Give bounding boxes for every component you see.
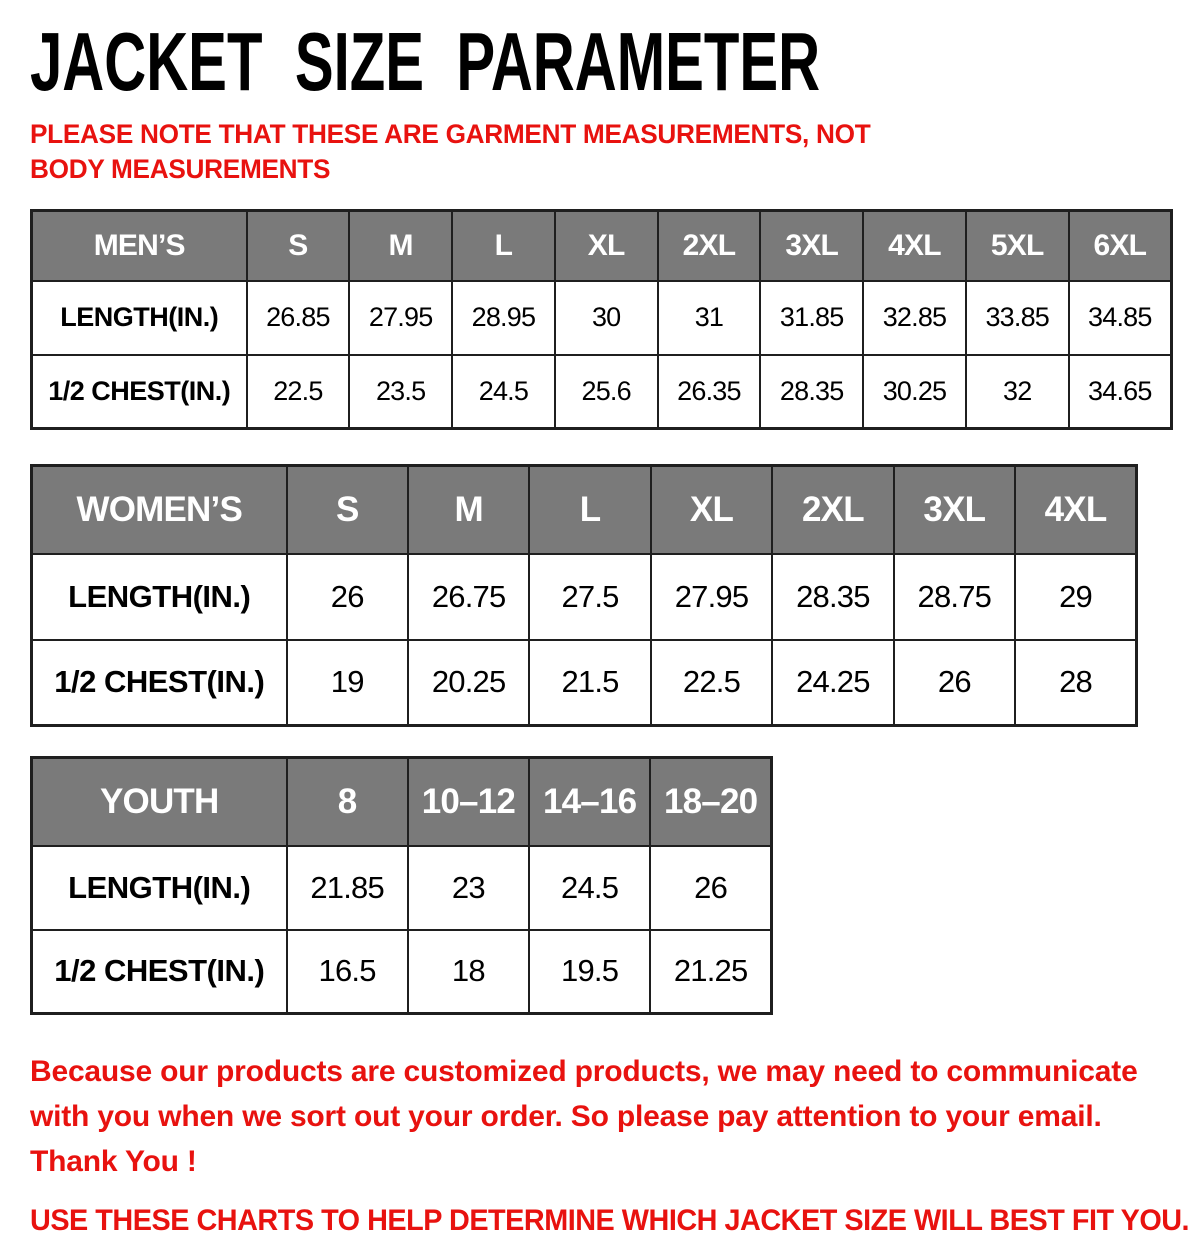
size-column-header: 10–12	[408, 758, 529, 846]
size-value-cell: 27.5	[529, 554, 650, 640]
size-column-header: 4XL	[1015, 466, 1136, 554]
table-row	[32, 281, 1172, 355]
size-value-cell: 19.5	[529, 930, 650, 1014]
table-row	[32, 554, 1137, 640]
size-value-cell: 25.6	[555, 355, 658, 429]
table-title-youth: YOUTH	[32, 758, 287, 846]
size-column-header: 2XL	[772, 466, 893, 554]
size-column-header: M	[349, 211, 452, 281]
table-title-mens: MEN’S	[32, 211, 247, 281]
size-column-header: 6XL	[1069, 211, 1172, 281]
size-value-cell: 22.5	[651, 640, 772, 726]
size-value-cell: 28	[1015, 640, 1136, 726]
size-value-cell: 24.5	[452, 355, 555, 429]
size-value-cell: 21.85	[287, 846, 408, 930]
table-row	[32, 640, 1137, 726]
table-title-womens: WOMEN’S	[32, 466, 287, 554]
size-value-cell: 30	[555, 281, 658, 355]
table-row	[32, 846, 772, 930]
size-column-header: 18–20	[650, 758, 771, 846]
size-value-cell: 31	[658, 281, 761, 355]
size-column-header: 14–16	[529, 758, 650, 846]
size-column-header: XL	[651, 466, 772, 554]
size-value-cell: 28.35	[760, 355, 863, 429]
size-value-cell: 33.85	[966, 281, 1069, 355]
size-value-cell: 20.25	[408, 640, 529, 726]
size-column-header: 3XL	[760, 211, 863, 281]
row-label: 1/2 CHEST(IN.)	[32, 930, 287, 1014]
size-value-cell: 21.5	[529, 640, 650, 726]
size-value-cell: 23	[408, 846, 529, 930]
size-value-cell: 16.5	[287, 930, 408, 1014]
size-value-cell: 26	[287, 554, 408, 640]
size-value-cell: 32.85	[863, 281, 966, 355]
size-value-cell: 34.65	[1069, 355, 1172, 429]
size-table-mens	[30, 209, 1173, 430]
table-row	[32, 930, 772, 1014]
size-tables-container	[30, 209, 1170, 1015]
size-value-cell: 26.35	[658, 355, 761, 429]
size-column-header: XL	[555, 211, 658, 281]
size-value-cell: 28.35	[772, 554, 893, 640]
size-column-header: S	[287, 466, 408, 554]
size-column-header: 3XL	[894, 466, 1015, 554]
page-title: JACKET SIZE PARAMETER	[30, 15, 821, 108]
row-label: 1/2 CHEST(IN.)	[32, 355, 247, 429]
row-label: LENGTH(IN.)	[32, 554, 287, 640]
row-label: LENGTH(IN.)	[32, 281, 247, 355]
size-value-cell: 24.5	[529, 846, 650, 930]
size-value-cell: 29	[1015, 554, 1136, 640]
garment-measurement-note: PLEASE NOTE THAT THESE ARE GARMENT MEASUREMENTS, NOT BODY MEASUREMENTS	[30, 119, 871, 185]
size-value-cell: 21.25	[650, 930, 771, 1014]
size-value-cell: 27.95	[651, 554, 772, 640]
size-value-cell: 32	[966, 355, 1069, 429]
size-column-header: 2XL	[658, 211, 761, 281]
size-table-womens	[30, 464, 1138, 727]
size-value-cell: 18	[408, 930, 529, 1014]
size-value-cell: 26	[894, 640, 1015, 726]
size-column-header: M	[408, 466, 529, 554]
header-row-womens	[32, 466, 1137, 554]
size-value-cell: 19	[287, 640, 408, 726]
row-label: 1/2 CHEST(IN.)	[32, 640, 287, 726]
size-value-cell: 28.75	[894, 554, 1015, 640]
header-row-youth	[32, 758, 772, 846]
table-row	[32, 355, 1172, 429]
customization-notice: Because our products are customized products, we may need to communicate with you when we sort out your order. So please pay attention to your email. Thank You !	[30, 1055, 1138, 1179]
size-value-cell: 27.95	[349, 281, 452, 355]
size-value-cell: 28.95	[452, 281, 555, 355]
row-label: LENGTH(IN.)	[32, 846, 287, 930]
size-value-cell: 26	[650, 846, 771, 930]
size-column-header: 5XL	[966, 211, 1069, 281]
size-table-youth	[30, 756, 773, 1015]
size-value-cell: 23.5	[349, 355, 452, 429]
size-value-cell: 30.25	[863, 355, 966, 429]
size-value-cell: 26.75	[408, 554, 529, 640]
size-value-cell: 22.5	[247, 355, 350, 429]
size-column-header: L	[452, 211, 555, 281]
size-value-cell: 31.85	[760, 281, 863, 355]
size-column-header: S	[247, 211, 350, 281]
header-row-mens	[32, 211, 1172, 281]
size-column-header: 4XL	[863, 211, 966, 281]
size-value-cell: 34.85	[1069, 281, 1172, 355]
size-column-header: 8	[287, 758, 408, 846]
fit-advice-line: USE THESE CHARTS TO HELP DETERMINE WHICH JACKET SIZE WILL BEST FIT YOU.	[30, 1204, 1190, 1238]
size-value-cell: 24.25	[772, 640, 893, 726]
size-value-cell: 26.85	[247, 281, 350, 355]
size-column-header: L	[529, 466, 650, 554]
